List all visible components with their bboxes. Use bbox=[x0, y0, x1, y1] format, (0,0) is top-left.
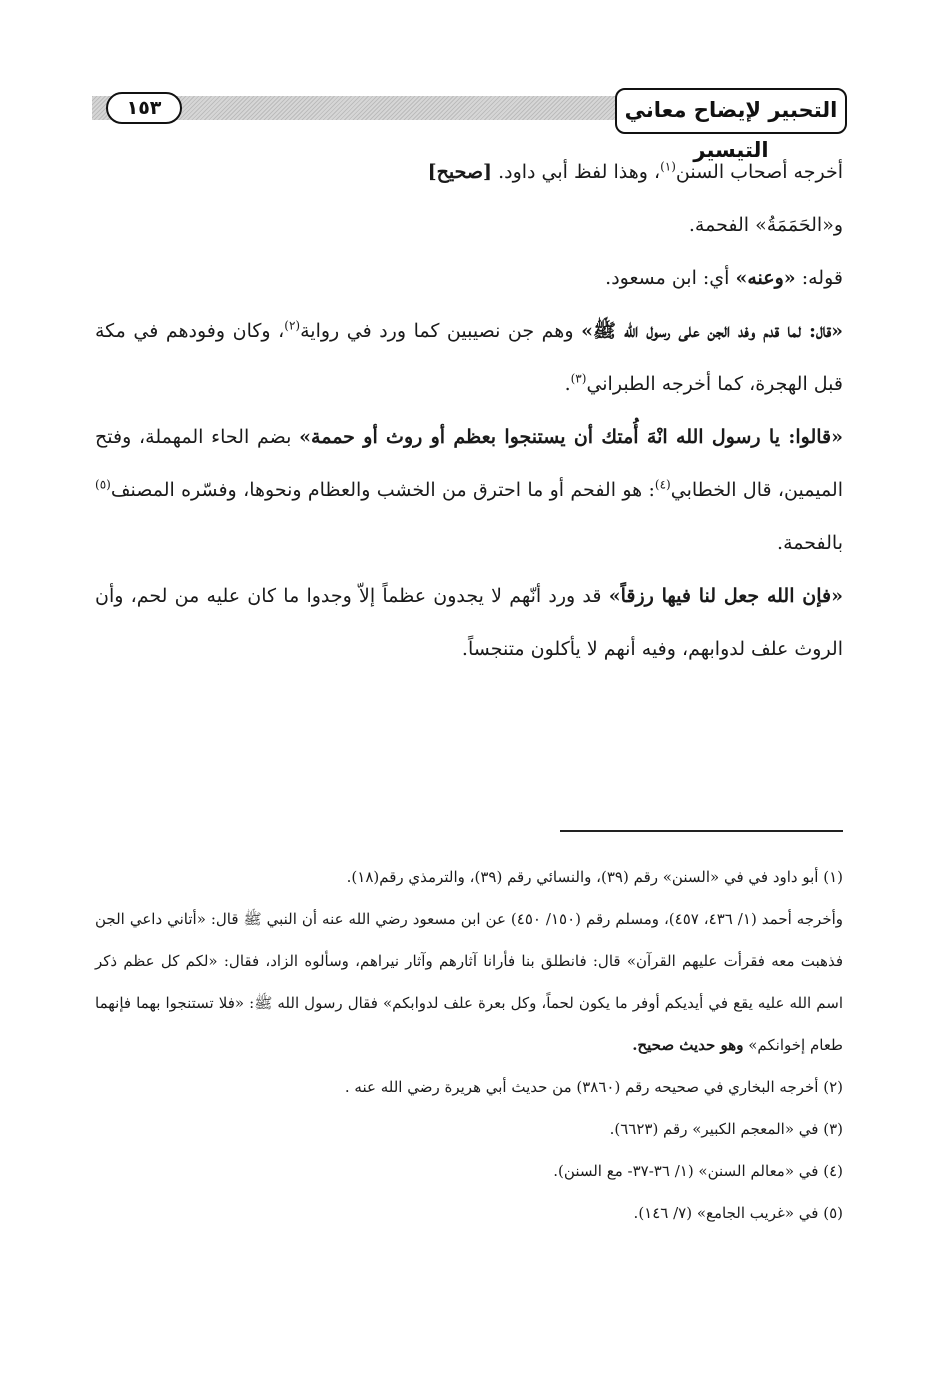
footnotes bbox=[95, 856, 843, 1234]
text-run: بضم الحاء المهملة، وفتح الميمين، قال الخطابي bbox=[95, 426, 844, 501]
text-run: قد ورد أنّهم لا يجدون عظماً إلاّ وجدوا ما كان عليه من لحم، وأن الروث علف لدوابهم، وفيه أنهم لا يأكلون متنجساً. bbox=[95, 585, 843, 660]
text-run: قوله: bbox=[795, 267, 843, 289]
quoted-phrase: «فإن الله جعل لنا فيها رزقاً» bbox=[608, 585, 843, 607]
text-run: ، وهذا لفظ أبي داود. bbox=[492, 161, 661, 183]
paragraph-1 bbox=[95, 146, 843, 199]
book-title: التحبير لإيضاح معاني التيسير bbox=[615, 88, 847, 134]
footnote-3: (٣) في «المعجم الكبير» رقم (٦٦٢٣). bbox=[609, 1120, 843, 1138]
footnote-4: (٤) في «معالم السنن» (١/ ٣٦-٣٧- مع السنن). bbox=[553, 1162, 843, 1180]
paragraph-6 bbox=[95, 570, 843, 676]
footnote-separator bbox=[560, 830, 843, 832]
text-run: (١) أبو داود في في «السنن» رقم (٣٩)، والنسائي رقم (٣٩)، والترمذي رقم(١٨). bbox=[346, 868, 843, 886]
running-header bbox=[92, 88, 847, 162]
footnote-ref-4: (٤) bbox=[654, 477, 671, 492]
footnote-ref-2: (٢) bbox=[284, 318, 301, 333]
text-run: ، وكان وفودهم في مكة قبل الهجرة، كما أخرجه الطبراني bbox=[95, 320, 843, 395]
hadith-grade: وهو حديث صحيح. bbox=[632, 1036, 744, 1054]
quoted-phrase: «قالوا: يا رسول الله انْهَ أُمتك أن يستنجوا بعظم أو روث أو حممة» bbox=[299, 426, 843, 448]
quoted-phrase: «قال: لما قدم وفد الجن على رسول الله ﷺ» bbox=[581, 320, 843, 342]
footnote-5: (٥) في «غريب الجامع» (٧/ ١٤٦). bbox=[633, 1204, 843, 1222]
text-run: أخرجه أصحاب السنن bbox=[675, 161, 843, 183]
quoted-phrase: «وعنه» bbox=[735, 267, 796, 289]
footnote-ref-1: (١) bbox=[660, 159, 676, 174]
paragraph-5 bbox=[95, 411, 843, 570]
text-run: وأخرجه أحمد (١/ ٤٣٦، ٤٥٧)، ومسلم رقم (١٥٠/ ٤٥٠) عن ابن مسعود رضي الله عنه أن النبي ﷺ قال: «أتاني داعي الجن فذهبت معه فقرأت عليهم القرآن» قال: فانطلق بنا فأرانا آثارهم وآثار نيراهم، وسألوه الزاد، فقال: «لكم كل عظم ذكر اسم الله عليه يقع في أيديكم أوفر ما يكون لحماً، وكل بعرة علف لدوابكم» فقال رسول الله ﷺ: «فلا تستنجوا بهما فإنهما طعام إخوانكم» bbox=[95, 910, 844, 1054]
text-run: وهم جن نصيبين كما ورد في رواية bbox=[300, 320, 582, 342]
text-run: . bbox=[564, 373, 571, 395]
footnote-2: (٢) أخرجه البخاري في صحيحه رقم (٣٨٦٠) من حديث أبي هريرة رضي الله عنه . bbox=[344, 1078, 843, 1096]
text-run: بالفحمة. bbox=[777, 532, 843, 554]
text-run: و«الحَمَمَةُ» الفحمة. bbox=[688, 214, 843, 236]
text-run: أي: ابن مسعود. bbox=[605, 267, 736, 289]
paragraph-3 bbox=[95, 252, 843, 305]
footnote-1 bbox=[95, 856, 843, 898]
page-number: ١٥٣ bbox=[106, 92, 182, 124]
paragraph-2 bbox=[95, 199, 843, 252]
footnote-1-continued bbox=[95, 898, 843, 1066]
text-run: : هو الفحم أو ما احترق من الخشب والعظام ونحوها، وفسّره المصنف bbox=[110, 479, 655, 501]
footnote-ref-5: (٥) bbox=[95, 477, 111, 492]
hadith-grade: [صحيح] bbox=[427, 161, 493, 183]
footnote-ref-3: (٣) bbox=[570, 371, 587, 386]
paragraph-4 bbox=[95, 305, 843, 411]
main-text bbox=[95, 146, 843, 676]
